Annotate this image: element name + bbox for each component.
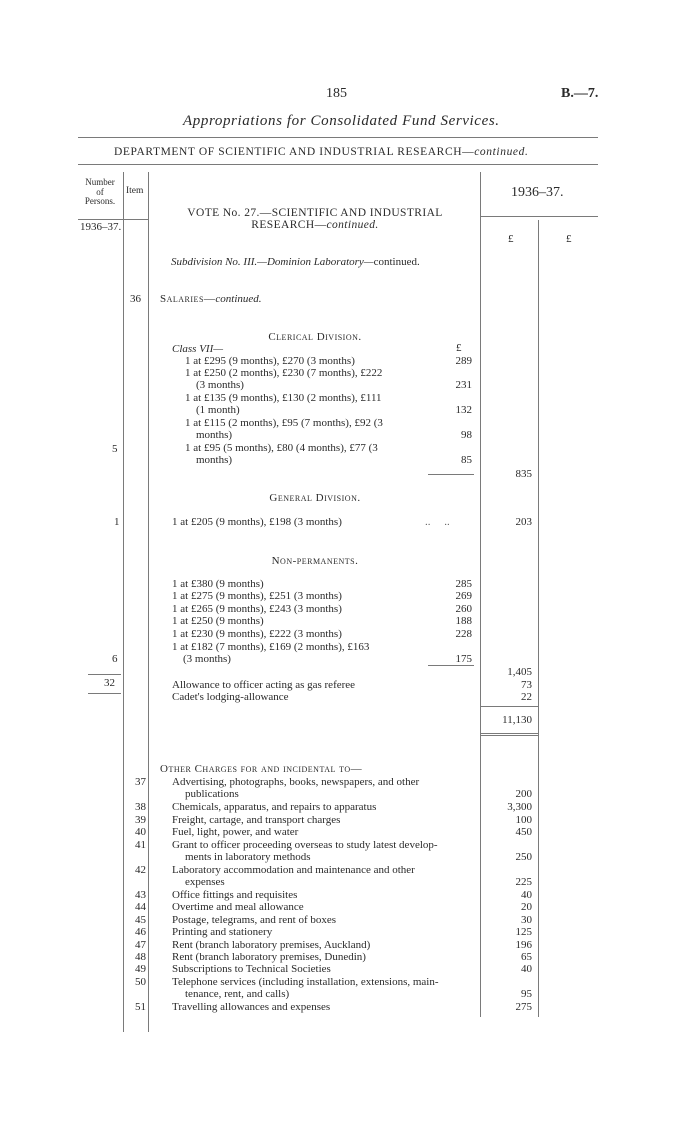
salaries-heading (160, 293, 262, 305)
nonperm-amount: 188 (455, 615, 472, 627)
other-charge-amount: 40 (521, 963, 532, 975)
other-charge-item-number: 49 (135, 963, 146, 975)
other-charge-amount: 40 (521, 889, 532, 901)
year-column-header: 1936–37. (511, 185, 564, 200)
other-charge-entry: Laboratory accommodation and maintenance and other (172, 864, 415, 876)
clerical-entry: 1 at £295 (9 months), £270 (3 months) (185, 355, 355, 367)
persons-year: 1936–37. (80, 221, 122, 233)
other-charge-entry: Rent (branch laboratory premises, Auckland) (172, 939, 371, 951)
salaries-total-rule-bottom (480, 733, 538, 734)
rule-top (78, 137, 598, 138)
col-line-item (148, 172, 149, 1032)
other-charge-entry: Telephone services (including installation, extensions, main- (172, 976, 439, 988)
other-charge-entry-cont: expenses (185, 876, 225, 888)
clerical-heading: Clerical Division. (268, 331, 362, 343)
clerical-entry: 1 at £115 (2 months), £95 (7 months), £92 (3 (185, 417, 383, 429)
other-charge-amount: 450 (515, 826, 532, 838)
department-continued: continued. (474, 146, 529, 158)
other-charge-amount: 30 (521, 914, 532, 926)
other-charge-item-number: 48 (135, 951, 146, 963)
clerical-entry-cont: (1 month) (196, 404, 240, 416)
col-line-amount2 (538, 220, 539, 1017)
clerical-amount: 85 (461, 454, 472, 466)
persons-header-3: Persons. (84, 196, 116, 206)
other-charge-item-number: 39 (135, 814, 146, 826)
persons-total-rule-top (88, 674, 121, 675)
subdivision-continued: continued. (373, 256, 420, 268)
general-amount: 203 (515, 516, 532, 528)
allowance-amount: 73 (521, 679, 532, 691)
department-title (114, 146, 528, 158)
allowance-amount: 22 (521, 691, 532, 703)
other-charge-amount: 95 (521, 988, 532, 1000)
nonperm-amount: 260 (455, 603, 472, 615)
other-charge-entry: Chemicals, apparatus, and repairs to apparatus (172, 801, 377, 813)
other-charge-item-number: 37 (135, 776, 146, 788)
page-number: 185 (326, 86, 347, 101)
running-title: Appropriations for Consolidated Fund Services. (183, 113, 500, 129)
allowance-entry: Allowance to officer acting as gas referee (172, 679, 356, 691)
other-charge-amount: 3,300 (507, 801, 532, 813)
salaries-label: Salaries— (160, 293, 216, 305)
other-charge-entry: Printing and stationery (172, 926, 273, 938)
nonperm-amount: 175 (455, 653, 472, 665)
clerical-persons: 5 (112, 443, 118, 455)
other-charge-item-number: 38 (135, 801, 146, 813)
nonperm-entry: 1 at £250 (9 months) (172, 615, 264, 627)
nonperm-heading: Non-permanents. (271, 555, 359, 567)
pound-symbol-col2: £ (566, 233, 572, 245)
item-header: Item (126, 186, 144, 196)
persons-header (78, 178, 122, 207)
nonperm-entry-cont: (3 months) (183, 653, 231, 665)
clerical-entry-cont: months) (196, 454, 233, 466)
other-charge-amount: 250 (515, 851, 532, 863)
other-charge-entry: Advertising, photographs, books, newspapers, and other (172, 776, 420, 788)
clerical-entry: 1 at £135 (9 months), £130 (2 months), £111 (185, 392, 382, 404)
other-charge-amount: 125 (515, 926, 532, 938)
other-charge-item-number: 44 (135, 901, 146, 913)
subdivision-heading (171, 256, 420, 268)
nonperm-entry: 1 at £265 (9 months), £243 (3 months) (172, 603, 342, 615)
other-charge-item-number: 46 (135, 926, 146, 938)
clerical-entry-cont: (3 months) (196, 379, 244, 391)
nonperm-amount: 269 (455, 590, 472, 602)
general-persons: 1 (114, 516, 120, 528)
other-charge-amount: 196 (515, 939, 532, 951)
other-charge-entry-cont: publications (185, 788, 239, 800)
persons-total-rule-bottom (88, 693, 121, 694)
general-heading: General Division. (269, 492, 361, 504)
clerical-amount: 231 (455, 379, 472, 391)
other-charge-amount: 20 (521, 901, 532, 913)
clerical-entry: 1 at £95 (5 months), £80 (4 months), £77 (3 (185, 442, 378, 454)
other-charge-item-number: 51 (135, 1001, 146, 1013)
clerical-entry-cont: months) (196, 429, 233, 441)
other-charge-item-number: 42 (135, 864, 146, 876)
other-charge-amount: 275 (515, 1001, 532, 1013)
other-charge-entry: Freight, cartage, and transport charges (172, 814, 341, 826)
pound-symbol-col1: £ (508, 233, 514, 245)
other-charge-entry-cont: tenance, rent, and calls) (185, 988, 290, 1000)
general-entry: 1 at £205 (9 months), £198 (3 months) (172, 516, 342, 528)
salaries-total: 11,130 (502, 714, 532, 726)
rule-header-left (78, 219, 149, 220)
other-charge-entry: Grant to officer proceeding overseas to study latest develop- (172, 839, 438, 851)
nonperm-entry: 1 at £380 (9 months) (172, 578, 264, 590)
col-line-amount1 (480, 172, 481, 1017)
other-charge-entry: Rent (branch laboratory premises, Dunedin) (172, 951, 366, 963)
other-charge-entry: Subscriptions to Technical Societies (172, 963, 331, 975)
department-name: DEPARTMENT OF SCIENTIFIC AND INDUSTRIAL RESEARCH— (114, 146, 475, 158)
clerical-class-label: Class VII— (172, 343, 224, 355)
clerical-total: 835 (515, 468, 532, 480)
other-charge-entry: Fuel, light, power, and water (172, 826, 299, 838)
nonperm-entry: 1 at £230 (9 months), £222 (3 months) (172, 628, 342, 640)
salaries-item-number: 36 (130, 293, 141, 305)
vote-title-line1: VOTE No. 27.—SCIENTIFIC AND INDUSTRIAL (187, 207, 443, 219)
vote-title-line2: RESEARCH—continued. (251, 219, 379, 231)
nonperm-amount: 285 (455, 578, 472, 590)
salaries-total-rule-top (480, 706, 538, 707)
other-charges-heading: Other Charges for and incidental to— (160, 763, 363, 775)
nonperm-entry: 1 at £275 (9 months), £251 (3 months) (172, 590, 342, 602)
other-charge-item-number: 40 (135, 826, 146, 838)
other-charge-item-number: 47 (135, 939, 146, 951)
other-charge-amount: 100 (515, 814, 532, 826)
nonperm-persons: 6 (112, 653, 118, 665)
other-charge-item-number: 41 (135, 839, 146, 851)
general-leader: .. .. (425, 516, 450, 528)
other-charge-amount: 225 (515, 876, 532, 888)
subdivision-name: Subdivision No. III.—Dominion Laboratory— (171, 256, 374, 268)
other-charge-entry-cont: ments in laboratory methods (185, 851, 311, 863)
other-charge-item-number: 43 (135, 889, 146, 901)
other-charge-entry: Postage, telegrams, and rent of boxes (172, 914, 337, 926)
other-charge-amount: 200 (515, 788, 532, 800)
other-charge-item-number: 45 (135, 914, 146, 926)
persons-header-2: of (96, 186, 104, 197)
clerical-amount: 98 (461, 429, 472, 441)
allowance-entry: Cadet's lodging-allowance (172, 691, 289, 703)
rule-dept (78, 164, 598, 165)
clerical-entry: 1 at £250 (2 months), £230 (7 months), £222 (185, 367, 383, 379)
nonperm-subtotal-rule (428, 665, 474, 666)
persons-total: 32 (104, 677, 115, 689)
salaries-total-rule-bottom2 (480, 735, 538, 736)
other-charge-entry: Overtime and meal allowance (172, 901, 304, 913)
page-code: B.—7. (561, 86, 599, 101)
nonperm-entry: 1 at £182 (7 months), £169 (2 months), £163 (172, 641, 370, 653)
clerical-subtotal-rule (428, 474, 474, 475)
vote-heading (150, 207, 480, 231)
nonperm-total: 1,405 (507, 666, 532, 678)
persons-header-1: Number (85, 177, 115, 187)
clerical-pound-symbol: £ (456, 342, 462, 354)
clerical-amount: 289 (455, 355, 472, 367)
salaries-continued: continued. (215, 293, 262, 305)
other-charge-item-number: 50 (135, 976, 146, 988)
nonperm-amount: 228 (455, 628, 472, 640)
rule-header-right (480, 216, 598, 217)
clerical-amount: 132 (455, 404, 472, 416)
other-charge-amount: 65 (521, 951, 532, 963)
other-charge-entry: Travelling allowances and expenses (172, 1001, 331, 1013)
other-charge-entry: Office fittings and requisites (172, 889, 298, 901)
